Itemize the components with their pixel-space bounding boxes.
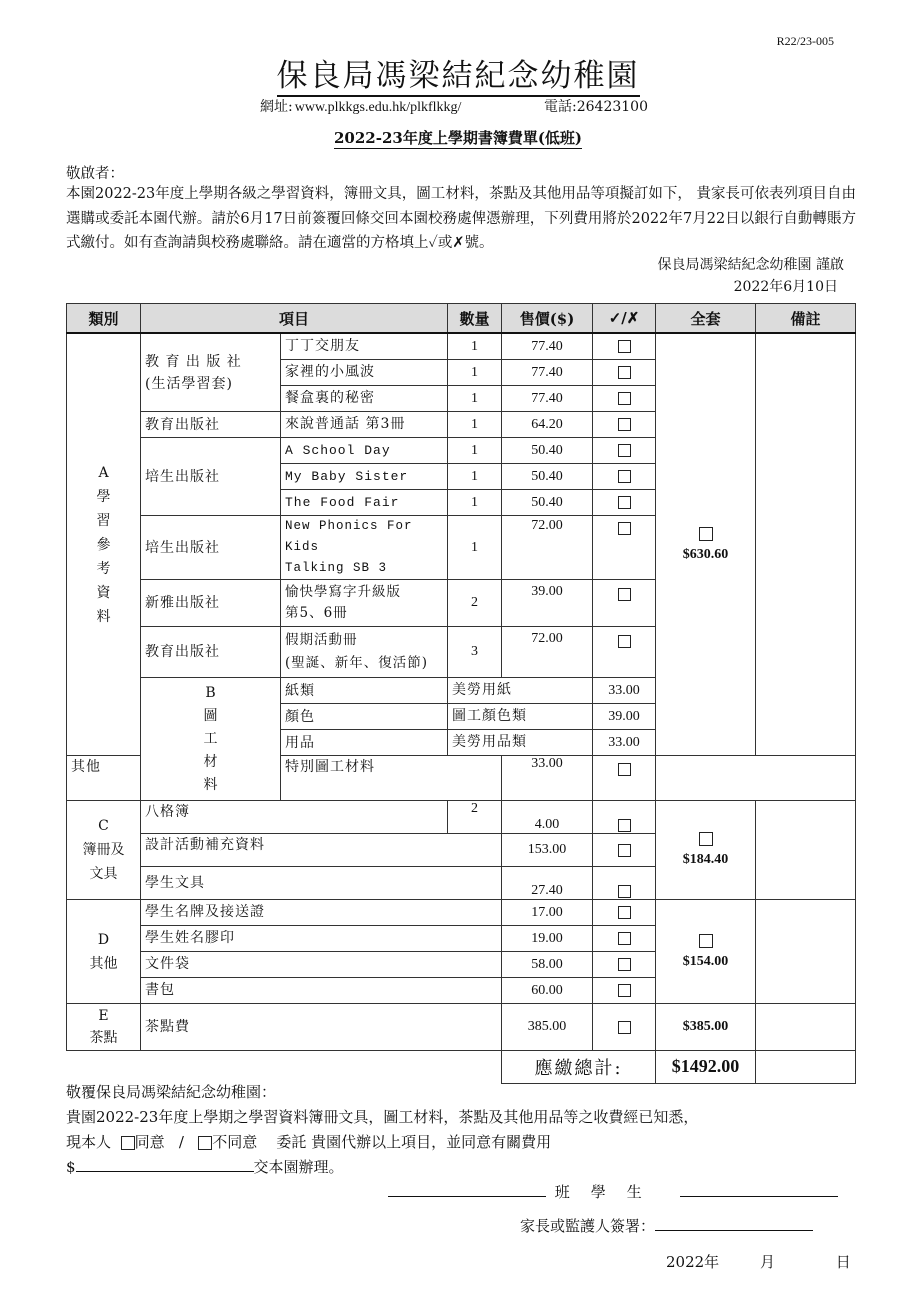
item-name: 學生姓名膠印 — [141, 926, 502, 952]
table-header-row — [67, 304, 856, 334]
agree-checkbox[interactable] — [121, 1136, 135, 1150]
material-type: 紙類 — [281, 678, 448, 704]
item-name: 美勞用紙 — [448, 678, 593, 704]
publisher-cell: 教育出版社 — [141, 627, 281, 678]
item-price: 77.40 — [502, 386, 593, 412]
tick-cell — [593, 900, 656, 926]
parent-signature-field[interactable] — [655, 1214, 813, 1231]
total-label: 應繳總計: — [502, 1051, 656, 1084]
item-price: 77.40 — [502, 360, 593, 386]
website-line — [260, 96, 461, 116]
phone-line — [544, 96, 648, 116]
item-price: 153.00 — [502, 834, 593, 867]
item-name: 餐盒裏的秘密 — [281, 386, 448, 412]
greeting: 敬啟者： — [66, 166, 124, 182]
item-price: 50.40 — [502, 464, 593, 490]
tick-cell — [593, 952, 656, 978]
tick-checkbox[interactable] — [618, 763, 631, 776]
fee-table — [66, 303, 856, 1084]
reply-prefix: 現本人 — [66, 1133, 112, 1151]
amount-suffix: 交本園辦理。 — [253, 1158, 344, 1176]
item-price: 27.40 — [502, 867, 593, 900]
item-name: 學生文具 — [141, 867, 502, 900]
header-qty: 數量 — [448, 304, 502, 334]
parent-signature-label: 家長或監護人簽署： — [520, 1217, 656, 1235]
item-name: A School Day — [281, 438, 448, 464]
option-separator: / — [178, 1133, 184, 1151]
website-label: 網址: — [260, 99, 293, 115]
tick-checkbox[interactable] — [618, 470, 631, 483]
set-a-checkbox[interactable] — [699, 527, 713, 541]
reply-addressee: 敬覆保良局馮梁結紀念幼稚園： — [66, 1083, 277, 1101]
total-amount: $1492.00 — [656, 1051, 756, 1084]
phone-number: 26423100 — [576, 99, 648, 115]
header-category: 類別 — [67, 304, 141, 334]
set-a-cell — [656, 333, 756, 756]
set-a-price: $630.60 — [682, 546, 729, 562]
item-name: 丁丁交朋友 — [281, 333, 448, 360]
tick-checkbox[interactable] — [618, 588, 631, 601]
item-price: 33.00 — [502, 756, 593, 801]
item-price: 60.00 — [502, 978, 593, 1004]
set-c-price: $184.40 — [682, 852, 729, 867]
item-name: 圖工顏色類 — [448, 704, 593, 730]
tick-checkbox[interactable] — [618, 392, 631, 405]
table-row — [67, 900, 856, 926]
item-name: The Food Fair — [281, 490, 448, 516]
website-link[interactable]: www.plkkgs.edu.hk/plkflkkg/ — [294, 100, 462, 115]
tick-cell — [593, 580, 656, 627]
material-type: 用品 — [281, 730, 448, 756]
table-row — [67, 801, 856, 834]
reply-slip — [66, 1080, 866, 1180]
tick-checkbox[interactable] — [618, 418, 631, 431]
header-item: 項目 — [141, 304, 448, 334]
item-qty: 1 — [448, 464, 502, 490]
tick-cell — [593, 834, 656, 867]
item-qty: 1 — [448, 516, 502, 580]
sign-month: 月 — [759, 1253, 775, 1271]
item-price: 58.00 — [502, 952, 593, 978]
tick-cell — [593, 926, 656, 952]
tick-checkbox[interactable] — [618, 1021, 631, 1034]
remarks-c[interactable] — [756, 801, 856, 900]
publisher-cell: 培生出版社 — [141, 438, 281, 516]
class-student-label: 班 學 生 — [554, 1183, 645, 1201]
form-title-text: 2022-23年度上學期書簿費單(低班) — [333, 129, 583, 147]
item-price: 4.00 — [502, 801, 593, 834]
item-price: 72.00 — [502, 627, 593, 678]
item-price: 72.00 — [502, 516, 593, 580]
category-a-label: A 學 習 參 考 資 料 — [67, 333, 141, 756]
tick-cell — [593, 490, 656, 516]
item-price: 385.00 — [502, 1004, 593, 1051]
form-title — [0, 127, 916, 148]
material-type: 顏色 — [281, 704, 448, 730]
item-qty: 3 — [448, 627, 502, 678]
set-e-price: $385.00 — [656, 1004, 756, 1051]
document-reference: R22/23-005 — [776, 34, 834, 48]
tick-cell — [593, 360, 656, 386]
item-name: 來說普通話 第3冊 — [281, 412, 448, 438]
item-qty: 2 — [448, 580, 502, 627]
tick-cell — [593, 386, 656, 412]
tick-checkbox[interactable] — [618, 844, 631, 857]
total-row — [67, 1051, 856, 1084]
school-name-title — [0, 50, 916, 95]
set-c-checkbox[interactable] — [699, 832, 713, 846]
issue-date: 2022年6月10日 — [733, 279, 838, 295]
intro-paragraph: 本園2022-23年度上學期各級之學習資料，簿冊文具，圖工材料，茶點及其他用品等項擬訂如下， 貴家長可依表列項目自由選購或委託本園代辦。請於6月17日前簽覆回條交回本園校務處俾憑辦理，下列費用將於2022年7月22日以銀行自動轉賬方式繳付。如有查詢請與校務處聯絡。請在適當的方格填上✓或✗號。 — [66, 186, 856, 251]
item-qty: 1 — [448, 360, 502, 386]
tick-cell — [593, 1004, 656, 1051]
item-price: 64.20 — [502, 412, 593, 438]
category-d-label: D 其他 — [67, 900, 141, 1004]
signoff: 保良局馮梁結紀念幼稚園 謹啟 — [657, 257, 844, 273]
sign-date-line — [666, 1251, 851, 1272]
reply-suffix: 委託 貴園代辦以上項目，並同意有關費用 — [276, 1133, 552, 1151]
material-type: 其他 — [67, 756, 141, 801]
set-d-price: $154.00 — [682, 953, 729, 969]
header-tick: ✓/✗ — [593, 304, 656, 334]
publisher-cell: 教育出版社 — [141, 412, 281, 438]
tick-cell — [593, 412, 656, 438]
item-qty: 1 — [448, 333, 502, 360]
item-price: 50.40 — [502, 490, 593, 516]
tick-cell — [593, 978, 656, 1004]
category-b-label: B 圖 工 材 料 — [141, 678, 281, 801]
header-full-set: 全套 — [656, 304, 756, 334]
tick-cell — [593, 801, 656, 834]
tick-checkbox[interactable] — [618, 340, 631, 353]
item-name: 設計活動補充資料 — [141, 834, 502, 867]
set-d-cell — [656, 900, 756, 1004]
category-c-label: C 簿冊及 文具 — [67, 801, 141, 900]
item-qty: 1 — [448, 438, 502, 464]
tick-checkbox[interactable] — [618, 522, 631, 535]
item-price: 33.00 — [593, 678, 656, 704]
set-d-checkbox[interactable] — [699, 934, 713, 948]
item-price: 33.00 — [593, 730, 656, 756]
amount-prefix: $ — [66, 1158, 76, 1176]
item-name: My Baby Sister — [281, 464, 448, 490]
tick-checkbox[interactable] — [618, 932, 631, 945]
class-field[interactable] — [388, 1180, 546, 1197]
item-price: 39.00 — [593, 704, 656, 730]
parent-signature-line — [520, 1214, 813, 1236]
disagree-label: 不同意 — [212, 1133, 258, 1151]
item-qty: 1 — [448, 490, 502, 516]
item-name: 茶點費 — [141, 1004, 502, 1051]
tick-checkbox[interactable] — [618, 444, 631, 457]
tick-cell — [593, 627, 656, 678]
item-price: 19.00 — [502, 926, 593, 952]
table-row — [67, 333, 856, 360]
tick-checkbox[interactable] — [618, 906, 631, 919]
item-name: 文件袋 — [141, 952, 502, 978]
tick-cell — [593, 756, 656, 801]
tick-checkbox[interactable] — [618, 984, 631, 997]
tick-checkbox[interactable] — [618, 885, 631, 898]
set-c-cell — [656, 801, 756, 900]
item-name: 假期活動冊 (聖誕、新年、復活節) — [281, 627, 448, 678]
item-price: 77.40 — [502, 333, 593, 360]
sign-day: 日 — [835, 1253, 851, 1271]
item-name: 家裡的小風波 — [281, 360, 448, 386]
agree-label: 同意 — [134, 1133, 165, 1151]
phone-label: 電話: — [544, 99, 577, 115]
tick-cell — [593, 438, 656, 464]
student-name-field[interactable] — [680, 1180, 838, 1197]
item-qty: 1 — [448, 412, 502, 438]
category-e-label: E 茶點 — [67, 1004, 141, 1051]
item-name: 八格簿 — [141, 801, 448, 834]
table-row — [67, 1004, 856, 1051]
item-name: 美勞用品類 — [448, 730, 593, 756]
tick-checkbox[interactable] — [618, 366, 631, 379]
tick-cell — [593, 333, 656, 360]
reply-ack: 貴園2022-23年度上學期之學習資料簿冊文具，圖工材料，茶點及其他用品等之收費經已知悉， — [66, 1108, 699, 1126]
tick-checkbox[interactable] — [618, 635, 631, 648]
tick-checkbox[interactable] — [618, 958, 631, 971]
tick-checkbox[interactable] — [618, 819, 631, 832]
class-student-line — [388, 1180, 838, 1202]
publisher-cell: 培生出版社 — [141, 516, 281, 580]
publisher-cell: 新雅出版社 — [141, 580, 281, 627]
publisher-cell: 教 育 出 版 社 (生活學習套) — [141, 333, 281, 412]
item-price: 50.40 — [502, 438, 593, 464]
item-price: 17.00 — [502, 900, 593, 926]
school-name: 保良局馮梁結紀念幼稚園 — [277, 58, 640, 97]
item-name: 特別圖工材料 — [281, 756, 502, 801]
header-remarks: 備註 — [756, 304, 856, 334]
item-name: 書包 — [141, 978, 502, 1004]
tick-cell — [593, 464, 656, 490]
header-price: 售價($) — [502, 304, 593, 334]
reply-consent-line — [66, 1130, 866, 1155]
amount-field[interactable] — [76, 1155, 254, 1172]
tick-cell — [593, 867, 656, 900]
remarks-a[interactable] — [756, 333, 856, 756]
tick-cell — [593, 516, 656, 580]
sign-year: 2022年 — [666, 1253, 720, 1271]
item-price: 39.00 — [502, 580, 593, 627]
tick-checkbox[interactable] — [618, 496, 631, 509]
reply-amount-line — [66, 1155, 866, 1180]
item-name: New Phonics For Kids Talking SB 3 — [281, 516, 448, 580]
item-qty: 2 — [448, 801, 502, 834]
remarks-e[interactable] — [756, 1004, 856, 1051]
remarks-d[interactable] — [756, 900, 856, 1004]
disagree-checkbox[interactable] — [198, 1136, 212, 1150]
item-name: 學生名牌及接送證 — [141, 900, 502, 926]
item-qty: 1 — [448, 386, 502, 412]
item-name: 愉快學寫字升級版 第5、6冊 — [281, 580, 448, 627]
